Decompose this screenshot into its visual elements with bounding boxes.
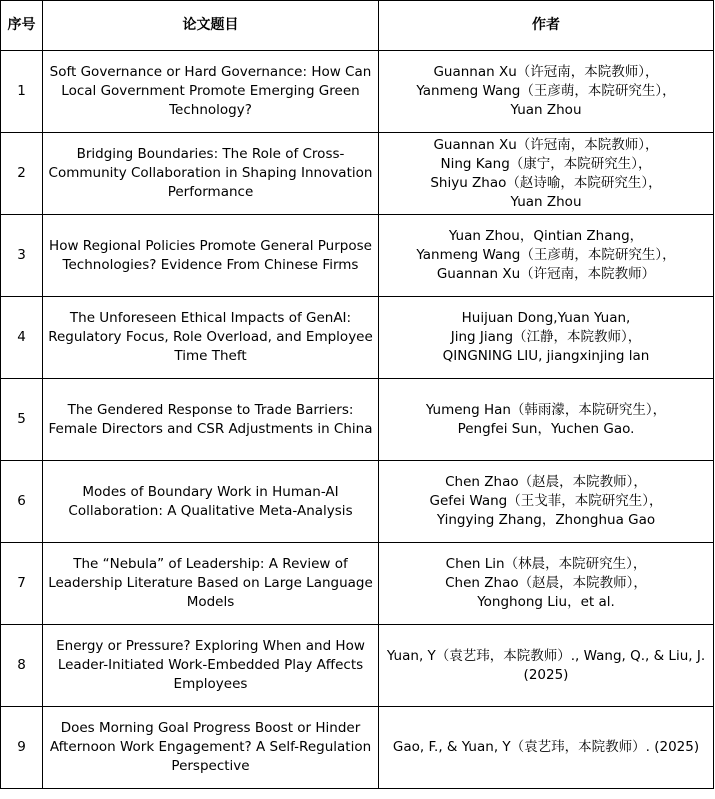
author-line: Guannan Xu（许冠南，本院教师）， [433, 64, 659, 80]
paper-title: The “Nebula” of Leadership: A Review of Leadership Literature Based on Large Language Models [43, 543, 379, 625]
table-row [1, 625, 714, 707]
author-line: Chen Zhao（赵晨，本院教师）， [445, 474, 647, 490]
author-line: Guannan Xu（许冠南，本院教师）， [433, 136, 659, 153]
author-line: Yuan, Y（袁艺玮，本院教师）., Wang, Q., & Liu, J. [386, 647, 706, 664]
row-number: 9 [1, 707, 43, 789]
row-number: 1 [1, 51, 43, 133]
header-num: 序号 [1, 1, 43, 51]
paper-authors [379, 625, 714, 707]
row-number: 7 [1, 543, 43, 625]
author-line: Pengfei Sun，Yuchen Gao. [457, 420, 635, 437]
paper-authors [379, 379, 714, 461]
table-row [1, 543, 714, 625]
table-row [1, 51, 714, 133]
author-line: QINGNING LIU, jiangxinjing lan [442, 348, 650, 364]
paper-authors [379, 215, 714, 297]
author-line: (2025) [523, 666, 569, 683]
paper-authors [379, 51, 714, 133]
author-line: Chen Lin（林晨，本院研究生）， [445, 556, 647, 572]
table-row [1, 379, 714, 461]
table-row [1, 461, 714, 543]
author-line: Yanmeng Wang（王彦萌，本院研究生）， [416, 83, 676, 99]
paper-authors [379, 461, 714, 543]
author-line: Yuan Zhou，Qintian Zhang， [448, 228, 644, 244]
author-line: Ning Kang（康宁，本院研究生）， [440, 155, 652, 172]
paper-title: How Regional Policies Promote General Purpose Technologies? Evidence From Chinese Firms [43, 215, 379, 297]
paper-authors [379, 297, 714, 379]
header-title: 论文题目 [43, 1, 379, 51]
paper-authors [379, 543, 714, 625]
header-row [1, 1, 714, 51]
table-row [1, 215, 714, 297]
table-row [1, 133, 714, 215]
author-line: Yingying Zhang，Zhonghua Gao [436, 512, 656, 528]
author-line: Gefei Wang（王戈菲，本院研究生）， [429, 493, 663, 509]
author-line: Shiyu Zhao（赵诗喻，本院研究生）， [430, 174, 662, 191]
author-line: Chen Zhao（赵晨，本院教师）， [445, 575, 647, 591]
author-line: Guannan Xu（许冠南，本院教师） [436, 266, 656, 282]
paper-authors [379, 133, 714, 215]
author-line: Yuan Zhou [510, 102, 582, 118]
header-authors: 作者 [379, 1, 714, 51]
row-number: 3 [1, 215, 43, 297]
row-number: 5 [1, 379, 43, 461]
table-row [1, 707, 714, 789]
row-number: 4 [1, 297, 43, 379]
paper-authors [379, 707, 714, 789]
author-line: Jing Jiang（江静，本院教师）， [450, 329, 642, 345]
paper-title: Energy or Pressure? Exploring When and How Leader-Initiated Work-Embedded Play Affects Employees [43, 625, 379, 707]
paper-title: Bridging Boundaries: The Role of Cross-Community Collaboration in Shaping Innovation Performance [43, 133, 379, 215]
paper-title: Soft Governance or Hard Governance: How Can Local Government Promote Emerging Green Technology? [43, 51, 379, 133]
paper-title: Does Morning Goal Progress Boost or Hinder Afternoon Work Engagement? A Self-Regulation Perspective [43, 707, 379, 789]
row-number: 6 [1, 461, 43, 543]
author-line: Yanmeng Wang（王彦萌，本院研究生）， [416, 247, 676, 263]
row-number: 2 [1, 133, 43, 215]
author-line: Huijuan Dong,Yuan Yuan, [461, 310, 631, 326]
author-line: Gao, F., & Yuan, Y（袁艺玮，本院教师）. (2025) [392, 739, 700, 755]
author-line: Yuan Zhou [510, 193, 582, 210]
author-line: Yonghong Liu，et al. [477, 594, 615, 610]
table-row [1, 297, 714, 379]
row-number: 8 [1, 625, 43, 707]
paper-title: The Unforeseen Ethical Impacts of GenAI: Regulatory Focus, Role Overload, and Employee Time Theft [43, 297, 379, 379]
paper-title: The Gendered Response to Trade Barriers: Female Directors and CSR Adjustments in China [43, 379, 379, 461]
paper-title: Modes of Boundary Work in Human-AI Collaboration: A Qualitative Meta-Analysis [43, 461, 379, 543]
author-line: Yumeng Han（韩雨濛，本院研究生）， [425, 401, 667, 418]
